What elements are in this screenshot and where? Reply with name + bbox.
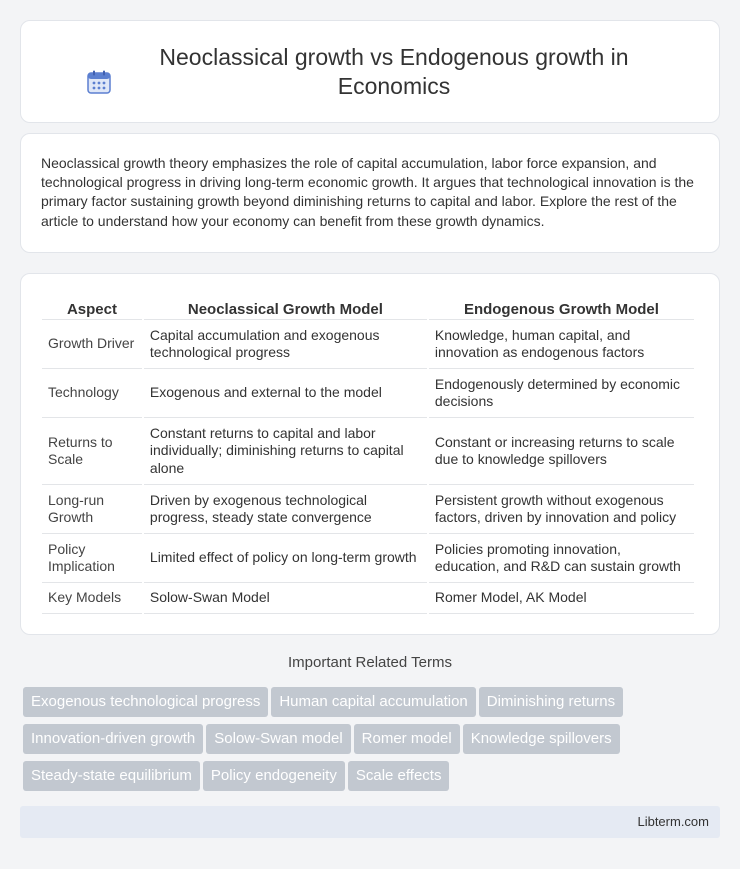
cell-neoclassical: Driven by exogenous technological progress, steady state convergence [144,485,427,534]
cell-endogenous: Constant or increasing returns to scale due to knowledge spillovers [429,418,694,485]
cell-endogenous: Persistent growth without exogenous factors, driven by innovation and policy [429,485,694,534]
cell-endogenous: Romer Model, AK Model [429,583,694,614]
cell-aspect: Returns to Scale [42,418,142,485]
related-term-tag[interactable]: Human capital accumulation [271,687,475,717]
footer-site-link[interactable]: Libterm.com [637,814,709,829]
cell-neoclassical: Constant returns to capital and labor individually; diminishing returns to capital alone [144,418,427,485]
related-term-tag[interactable]: Romer model [354,724,460,754]
cell-endogenous: Policies promoting innovation, education, and R&D can sustain growth [429,534,694,583]
cell-aspect: Growth Driver [42,320,142,369]
related-term-tag[interactable]: Diminishing returns [479,687,623,717]
table-row [42,369,694,418]
cell-neoclassical: Limited effect of policy on long-term growth [144,534,427,583]
related-terms-tags [23,687,713,798]
related-term-tag[interactable]: Steady-state equilibrium [23,761,200,791]
comparison-table [40,294,696,614]
cell-neoclassical: Capital accumulation and exogenous technological progress [144,320,427,369]
table-header-row [42,294,694,320]
cell-endogenous: Endogenously determined by economic decisions [429,369,694,418]
header-aspect: Aspect [42,294,142,320]
cell-aspect: Policy Implication [42,534,142,583]
cell-neoclassical: Exogenous and external to the model [144,369,427,418]
cell-aspect: Long-run Growth [42,485,142,534]
cell-neoclassical: Solow-Swan Model [144,583,427,614]
title-card [20,20,720,123]
related-terms-title: Important Related Terms [288,654,452,671]
table-row [42,583,694,614]
table-row [42,418,694,485]
table-row [42,534,694,583]
table-row [42,320,694,369]
related-term-tag[interactable]: Exogenous technological progress [23,687,268,717]
header-endogenous: Endogenous Growth Model [429,294,694,320]
header-neoclassical: Neoclassical Growth Model [144,294,427,320]
footer [20,806,720,838]
cell-endogenous: Knowledge, human capital, and innovation as endogenous factors [429,320,694,369]
intro-card [20,133,720,253]
table-row [42,485,694,534]
page-title: Neoclassical growth vs Endogenous growth in Economics [159,43,629,99]
related-term-tag[interactable]: Knowledge spillovers [463,724,620,754]
related-term-tag[interactable]: Solow-Swan model [206,724,350,754]
related-term-tag[interactable]: Policy endogeneity [203,761,345,791]
intro-paragraph: Neoclassical growth theory emphasizes the role of capital accumulation, labor force expansion, and technological progress in driving long-term economic growth. It argues that technological innovation is the primary factor sustaining growth beyond diminishing returns to capital and labor. Explore the rest of the article to understand how your economy can benefit from these growth dynamics. [41,155,694,229]
comparison-card [20,273,720,635]
cell-aspect: Technology [42,369,142,418]
cell-aspect: Key Models [42,583,142,614]
related-term-tag[interactable]: Innovation-driven growth [23,724,203,754]
calendar-icon [86,69,112,95]
related-term-tag[interactable]: Scale effects [348,761,450,791]
